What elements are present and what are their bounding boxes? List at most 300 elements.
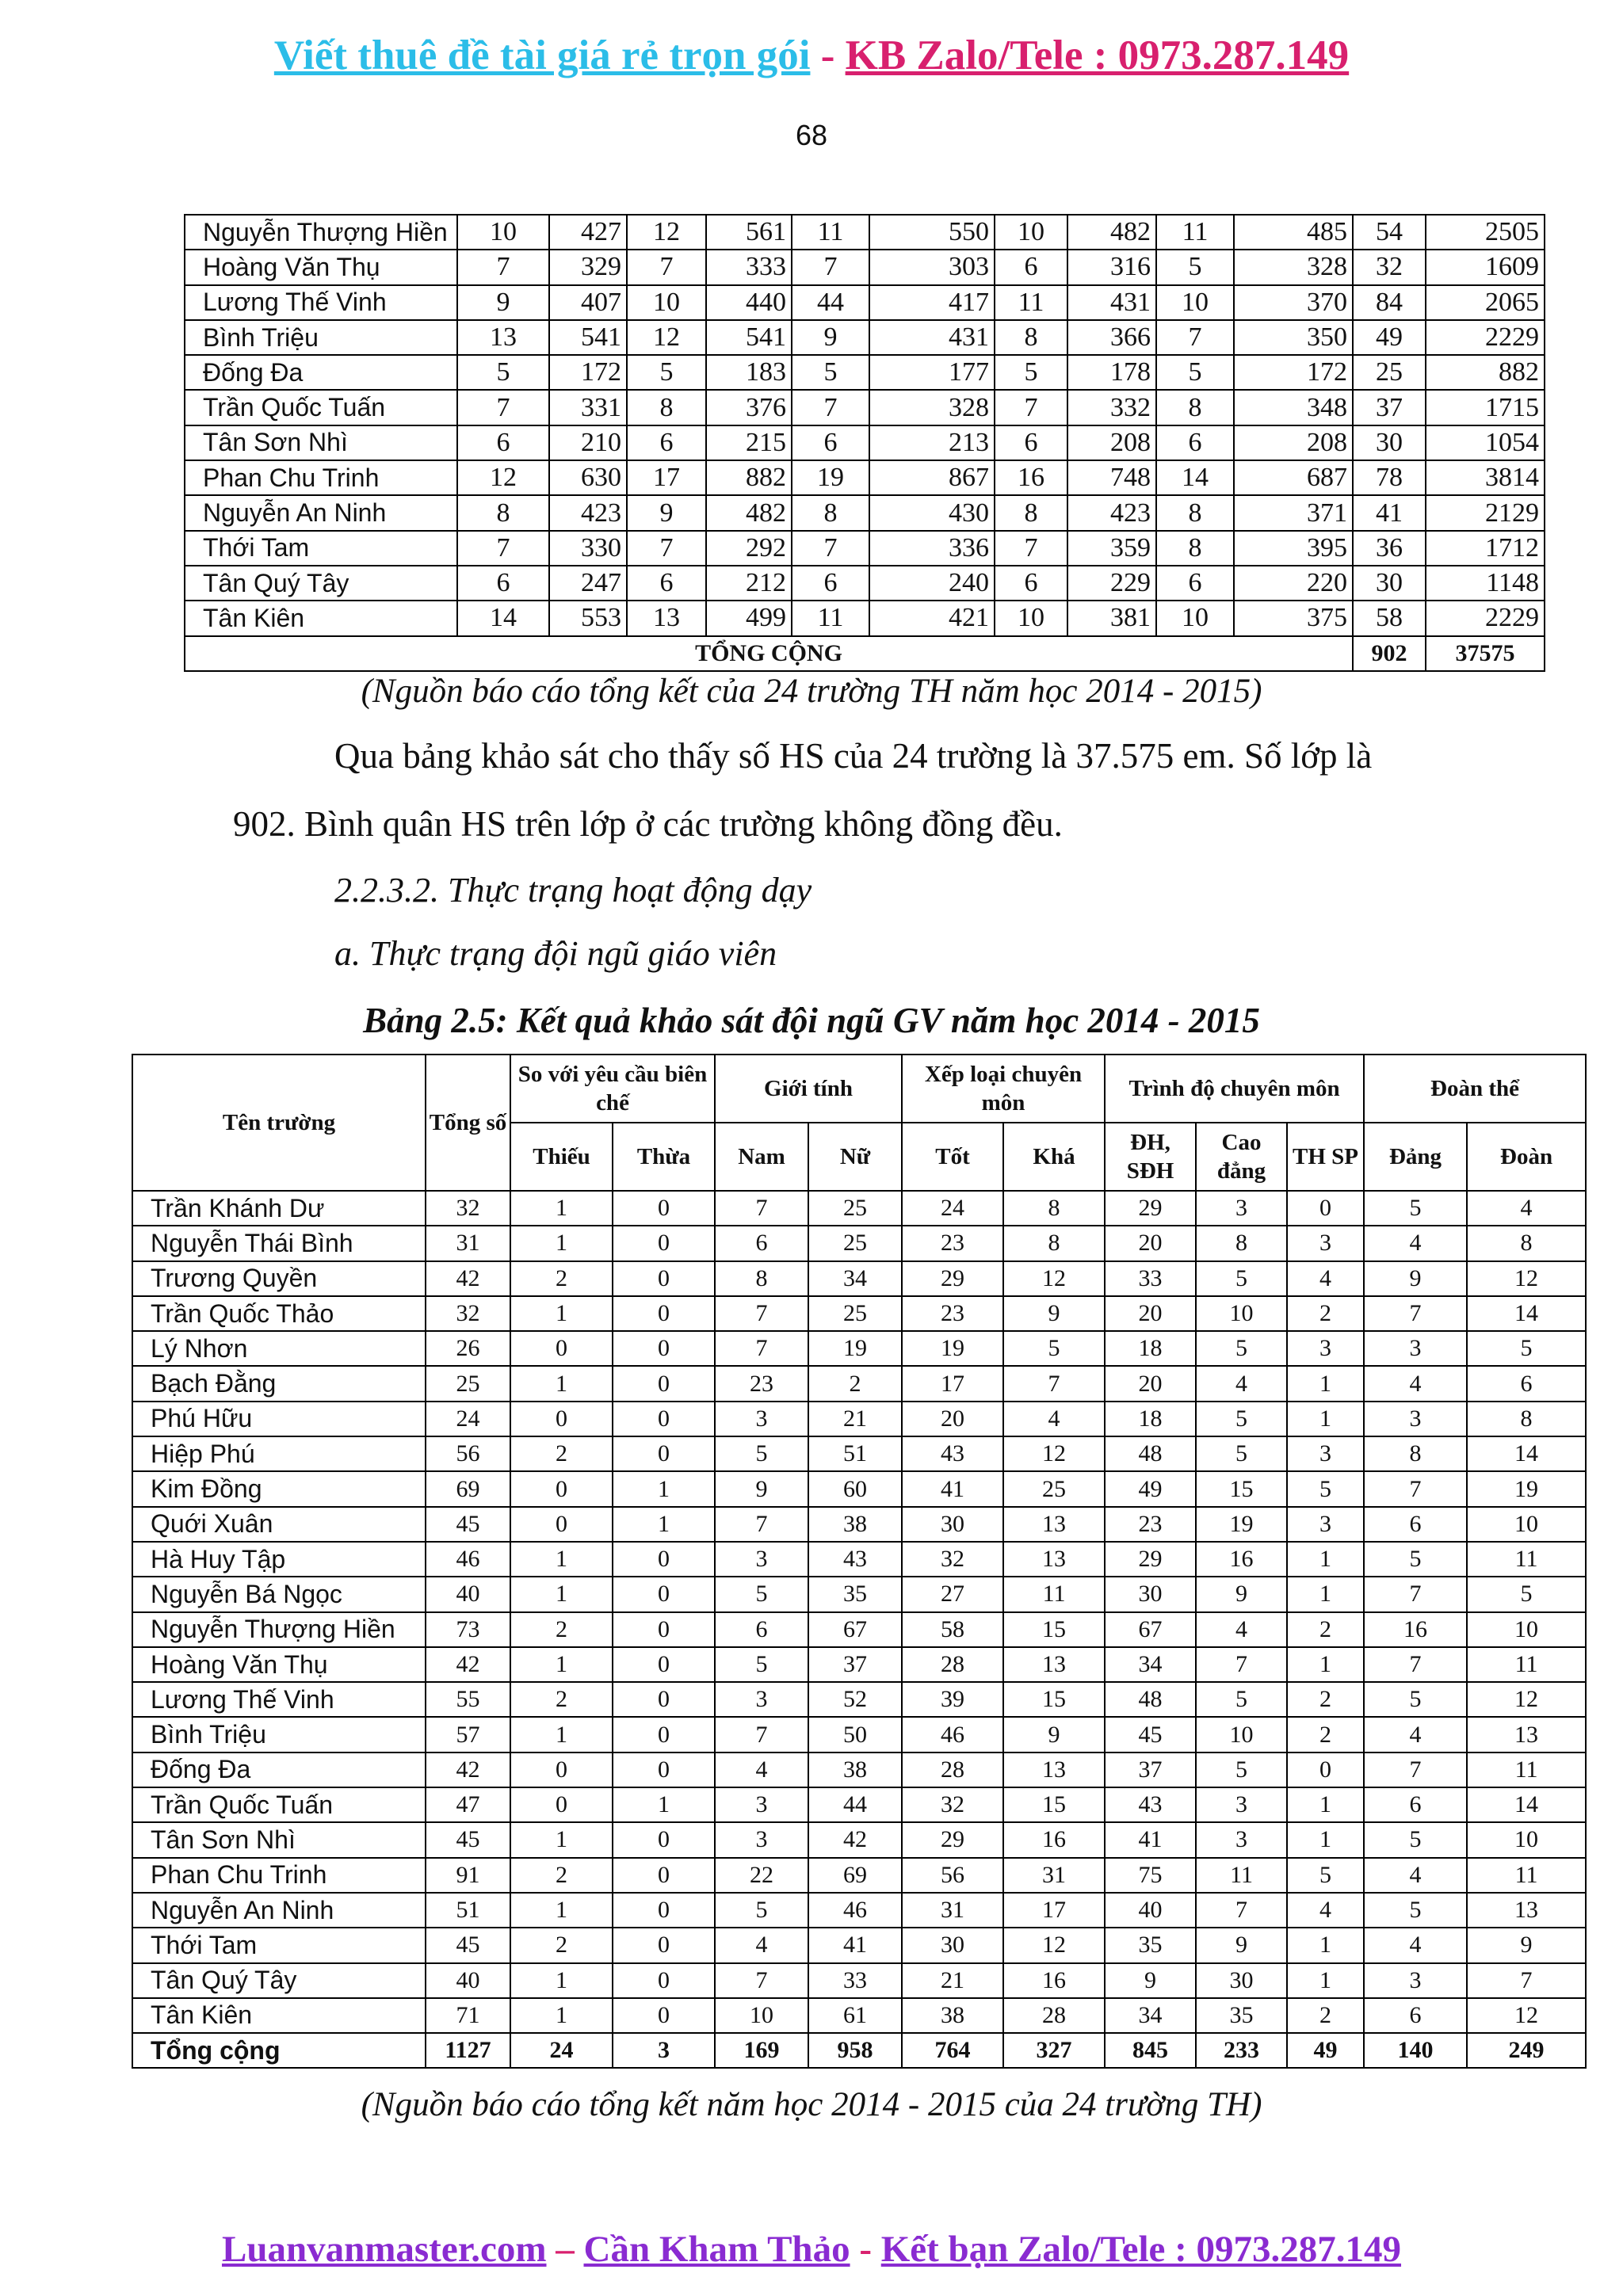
- table-cell: 4: [1467, 1191, 1586, 1226]
- table-cell: 48: [1105, 1436, 1196, 1471]
- table-cell: 25: [1003, 1471, 1105, 1506]
- table-cell: 24: [902, 1191, 1003, 1226]
- table-row: [132, 1928, 1586, 1962]
- total-cell: 24: [510, 2033, 613, 2068]
- table-cell: 32: [1353, 250, 1426, 284]
- table-cell: 41: [1353, 495, 1426, 530]
- table-cell: 38: [808, 1753, 902, 1787]
- table-cell: 423: [549, 495, 627, 530]
- col-total: Tổng số: [426, 1055, 510, 1191]
- table-cell: 6: [995, 566, 1067, 601]
- table-cell: 376: [706, 390, 792, 425]
- table-cell: 2: [510, 1858, 613, 1893]
- page-header: [0, 32, 1623, 79]
- table-cell: 51: [426, 1893, 510, 1928]
- table-cell: 47: [426, 1787, 510, 1822]
- table-cell: 5: [715, 1647, 808, 1682]
- table-cell: 12: [1467, 1261, 1586, 1296]
- table-cell: 1: [613, 1471, 715, 1506]
- table-cell: 3: [1364, 1963, 1467, 1998]
- school-name-cell: Bình Triệu: [132, 1717, 426, 1752]
- table-cell: 45: [426, 1928, 510, 1962]
- table-cell: 2: [510, 1436, 613, 1471]
- table-cell: 7: [1364, 1471, 1467, 1506]
- table-cell: 23: [1105, 1507, 1196, 1542]
- table-cell: 56: [902, 1858, 1003, 1893]
- table-cell: 213: [869, 425, 995, 460]
- table-cell: 1: [613, 1787, 715, 1822]
- table-cell: 29: [1105, 1191, 1196, 1226]
- table-row: [132, 1647, 1586, 1682]
- table-cell: 3: [715, 1402, 808, 1436]
- table-cell: 421: [869, 601, 995, 635]
- table-cell: 7: [792, 531, 869, 566]
- table-cell: 1712: [1426, 531, 1545, 566]
- table-cell: 1: [510, 1296, 613, 1331]
- school-name-cell: Trần Quốc Thảo: [132, 1296, 426, 1331]
- table-cell: 11: [792, 601, 869, 635]
- col-school-name: Tên trường: [132, 1055, 426, 1191]
- table-cell: 2229: [1426, 320, 1545, 355]
- table-cell: 12: [627, 320, 706, 355]
- table-cell: 9: [1467, 1928, 1586, 1962]
- table-cell: 8: [1467, 1402, 1586, 1436]
- table-cell: 32: [902, 1787, 1003, 1822]
- school-name-cell: Hoàng Văn Thụ: [185, 250, 457, 284]
- table-cell: 1: [1287, 1647, 1364, 1682]
- table-cell: 40: [1105, 1893, 1196, 1928]
- table-cell: 12: [627, 215, 706, 250]
- table-cell: 5: [1196, 1331, 1287, 1366]
- table-cell: 4: [1364, 1366, 1467, 1401]
- table-cell: 431: [1067, 285, 1156, 320]
- school-name-cell: Nguyễn An Ninh: [132, 1893, 426, 1928]
- table-cell: 1: [1287, 1577, 1364, 1611]
- sub-header: Tốt: [902, 1123, 1003, 1191]
- footer-dash: –: [546, 2229, 584, 2270]
- table-row: [185, 215, 1545, 250]
- table-cell: 32: [426, 1296, 510, 1331]
- table-cell: 3814: [1426, 460, 1545, 495]
- table-cell: 14: [1156, 460, 1234, 495]
- table-cell: 14: [1467, 1296, 1586, 1331]
- table-cell: 7: [1467, 1963, 1586, 1998]
- table-row: [185, 390, 1545, 425]
- table-cell: 177: [869, 355, 995, 390]
- table-cell: 15: [1003, 1682, 1105, 1717]
- table-cell: 7: [1003, 1366, 1105, 1401]
- sub-header: Đoàn: [1467, 1123, 1586, 1191]
- sub-header: Thiếu: [510, 1123, 613, 1191]
- school-name-cell: Tân Kiên: [132, 1998, 426, 2033]
- table-cell: 215: [706, 425, 792, 460]
- table-cell: 19: [808, 1331, 902, 1366]
- table-cell: 37: [808, 1647, 902, 1682]
- table-cell: 25: [426, 1366, 510, 1401]
- table-cell: 24: [426, 1402, 510, 1436]
- table-cell: 9: [715, 1471, 808, 1506]
- table-cell: 1: [510, 1366, 613, 1401]
- table-cell: 0: [613, 1822, 715, 1857]
- table-cell: 4: [1364, 1928, 1467, 1962]
- header-link-right[interactable]: KB Zalo/Tele : 0973.287.149: [845, 32, 1350, 78]
- table-cell: 7: [1364, 1647, 1467, 1682]
- table-cell: 5: [457, 355, 549, 390]
- table-cell: 5: [1003, 1331, 1105, 1366]
- table-cell: 33: [808, 1963, 902, 1998]
- table-cell: 2: [808, 1366, 902, 1401]
- table-cell: 6: [1156, 425, 1234, 460]
- table-cell: 12: [1467, 1682, 1586, 1717]
- table-cell: 867: [869, 460, 995, 495]
- table-cell: 6: [792, 566, 869, 601]
- table-cell: 6: [715, 1612, 808, 1647]
- table-cell: 9: [457, 285, 549, 320]
- table-cell: 8: [1156, 390, 1234, 425]
- table-cell: 220: [1234, 566, 1353, 601]
- table-cell: 25: [1353, 355, 1426, 390]
- table-cell: 6: [1364, 1507, 1467, 1542]
- table-cell: 3: [715, 1682, 808, 1717]
- footer-name-link[interactable]: Cần Kham Thảo: [583, 2229, 850, 2270]
- table-cell: 50: [808, 1717, 902, 1752]
- table-cell: 13: [1467, 1893, 1586, 1928]
- table-cell: 330: [549, 531, 627, 566]
- table-cell: 9: [1364, 1261, 1467, 1296]
- sub-header: Cao đẳng: [1196, 1123, 1287, 1191]
- table-cell: 9: [1196, 1928, 1287, 1962]
- table-cell: 45: [426, 1507, 510, 1542]
- table-cell: 17: [902, 1366, 1003, 1401]
- table-cell: 8: [792, 495, 869, 530]
- total-label: Tổng cộng: [132, 2033, 426, 2068]
- table-cell: 0: [613, 1331, 715, 1366]
- table-cell: 5: [1364, 1542, 1467, 1577]
- table-cell: 5: [1467, 1577, 1586, 1611]
- table-cell: 0: [1287, 1753, 1364, 1787]
- table-cell: 58: [902, 1612, 1003, 1647]
- table-row: [132, 1366, 1586, 1401]
- table-cell: 178: [1067, 355, 1156, 390]
- table-cell: 46: [902, 1717, 1003, 1752]
- table-cell: 348: [1234, 390, 1353, 425]
- table-cell: 7: [715, 1296, 808, 1331]
- table-cell: 6: [1364, 1998, 1467, 2033]
- table-cell: 561: [706, 215, 792, 250]
- table-cell: 61: [808, 1998, 902, 2033]
- table-row: [132, 1893, 1586, 1928]
- table-row: [185, 566, 1545, 601]
- table-cell: 9: [1196, 1577, 1287, 1611]
- total-cell: 958: [808, 2033, 902, 2068]
- school-name-cell: Tân Sơn Nhì: [185, 425, 457, 460]
- table-cell: 1: [510, 1998, 613, 2033]
- table-cell: 316: [1067, 250, 1156, 284]
- table-cell: 331: [549, 390, 627, 425]
- table-cell: 0: [613, 1928, 715, 1962]
- table-cell: 5: [1196, 1402, 1287, 1436]
- sub-header: TH SP: [1287, 1123, 1364, 1191]
- table-cell: 8: [1364, 1436, 1467, 1471]
- table-cell: 4: [1364, 1717, 1467, 1752]
- table-cell: 17: [627, 460, 706, 495]
- table-cell: 14: [1467, 1787, 1586, 1822]
- table-cell: 8: [1467, 1226, 1586, 1261]
- school-name-cell: Nguyễn Bá Ngọc: [132, 1577, 426, 1611]
- footer-contact-link[interactable]: Kết bạn Zalo/Tele : 0973.287.149: [880, 2229, 1402, 2270]
- table-cell: 1: [510, 1191, 613, 1226]
- table-cell: 6: [995, 250, 1067, 284]
- table-row: [132, 1998, 1586, 2033]
- group-union: Đoàn thể: [1364, 1055, 1586, 1123]
- table-cell: 7: [715, 1717, 808, 1752]
- table-cell: 2: [1287, 1998, 1364, 2033]
- table-cell: 359: [1067, 531, 1156, 566]
- table-cell: 0: [613, 1191, 715, 1226]
- table-cell: 1: [1287, 1366, 1364, 1401]
- table-cell: 1148: [1426, 566, 1545, 601]
- table-cell: 5: [715, 1436, 808, 1471]
- table-cell: 44: [792, 285, 869, 320]
- table-cell: 7: [792, 250, 869, 284]
- table-cell: 328: [1234, 250, 1353, 284]
- table1-source: (Nguồn báo cáo tổng kết của 24 trường TH năm học 2014 - 2015): [361, 673, 1262, 710]
- table-cell: 21: [902, 1963, 1003, 1998]
- school-name-cell: Quới Xuân: [132, 1507, 426, 1542]
- table-cell: 1: [510, 1542, 613, 1577]
- table-cell: 7: [1156, 320, 1234, 355]
- table-cell: 19: [902, 1331, 1003, 1366]
- table-cell: 40: [426, 1963, 510, 1998]
- table-cell: 427: [549, 215, 627, 250]
- table-cell: 15: [1003, 1612, 1105, 1647]
- table-cell: 41: [808, 1928, 902, 1962]
- table-cell: 7: [715, 1331, 808, 1366]
- table-cell: 1: [1287, 1822, 1364, 1857]
- table-cell: 13: [1003, 1753, 1105, 1787]
- table-cell: 2: [510, 1612, 613, 1647]
- table-cell: 67: [1105, 1612, 1196, 1647]
- table-cell: 172: [1234, 355, 1353, 390]
- table-cell: 33: [1105, 1261, 1196, 1296]
- table-row: [185, 355, 1545, 390]
- table-cell: 3: [1364, 1331, 1467, 1366]
- table-cell: 45: [426, 1822, 510, 1857]
- table-cell: 482: [706, 495, 792, 530]
- table-cell: 550: [869, 215, 995, 250]
- table-cell: 11: [1467, 1858, 1586, 1893]
- table-cell: 240: [869, 566, 995, 601]
- table-cell: 11: [995, 285, 1067, 320]
- table-cell: 0: [613, 1296, 715, 1331]
- table-cell: 541: [706, 320, 792, 355]
- table-cell: 2129: [1426, 495, 1545, 530]
- total-cell: 1127: [426, 2033, 510, 2068]
- table-cell: 5: [1196, 1682, 1287, 1717]
- table-cell: 73: [426, 1612, 510, 1647]
- table-row: [132, 1296, 1586, 1331]
- table-row: [132, 1682, 1586, 1717]
- table-cell: 8: [1003, 1226, 1105, 1261]
- table-cell: 329: [549, 250, 627, 284]
- total-label: TỔNG CỘNG: [185, 636, 1353, 671]
- table-row: [132, 1858, 1586, 1893]
- table-cell: 6: [1467, 1366, 1586, 1401]
- table-cell: 41: [902, 1471, 1003, 1506]
- school-name-cell: Thới Tam: [185, 531, 457, 566]
- table-cell: 19: [792, 460, 869, 495]
- table-cell: 431: [869, 320, 995, 355]
- table-cell: 1: [510, 1717, 613, 1752]
- table-cell: 14: [1467, 1436, 1586, 1471]
- table-cell: 5: [1156, 355, 1234, 390]
- school-name-cell: Tân Quý Tây: [132, 1963, 426, 1998]
- table-cell: 41: [1105, 1822, 1196, 1857]
- table-cell: 0: [510, 1507, 613, 1542]
- table-cell: 11: [1003, 1577, 1105, 1611]
- table-cell: 7: [1364, 1577, 1467, 1611]
- table-cell: 8: [627, 390, 706, 425]
- school-name-cell: Đống Đa: [185, 355, 457, 390]
- table-cell: 0: [510, 1402, 613, 1436]
- table-total-row: [185, 636, 1545, 671]
- table-cell: 2: [1287, 1717, 1364, 1752]
- table-row: [185, 495, 1545, 530]
- table-cell: 5: [1287, 1858, 1364, 1893]
- table-cell: 5: [1156, 250, 1234, 284]
- table-cell: 7: [715, 1191, 808, 1226]
- table-cell: 229: [1067, 566, 1156, 601]
- table-cell: 20: [1105, 1366, 1196, 1401]
- table-cell: 13: [1003, 1647, 1105, 1682]
- table-cell: 30: [1105, 1577, 1196, 1611]
- table-cell: 5: [1287, 1471, 1364, 1506]
- table-cell: 333: [706, 250, 792, 284]
- table-cell: 0: [613, 1226, 715, 1261]
- table-cell: 630: [549, 460, 627, 495]
- table-cell: 1: [1287, 1402, 1364, 1436]
- table-cell: 210: [549, 425, 627, 460]
- table-cell: 12: [457, 460, 549, 495]
- total-cell: 140: [1364, 2033, 1467, 2068]
- table-cell: 7: [627, 531, 706, 566]
- table-cell: 31: [426, 1226, 510, 1261]
- table-cell: 8: [1196, 1226, 1287, 1261]
- table-cell: 1609: [1426, 250, 1545, 284]
- table-cell: 16: [995, 460, 1067, 495]
- table-row: [132, 1331, 1586, 1366]
- table-cell: 7: [627, 250, 706, 284]
- table-cell: 407: [549, 285, 627, 320]
- table-row: [132, 1402, 1586, 1436]
- table-cell: 42: [426, 1261, 510, 1296]
- table-cell: 29: [1105, 1542, 1196, 1577]
- table-cell: 16: [1364, 1612, 1467, 1647]
- table-cell: 395: [1234, 531, 1353, 566]
- table-cell: 6: [627, 425, 706, 460]
- table-cell: 1: [510, 1577, 613, 1611]
- table-cell: 10: [457, 215, 549, 250]
- table-cell: 0: [613, 1682, 715, 1717]
- table-cell: 39: [902, 1682, 1003, 1717]
- subsection-heading: a. Thực trạng đội ngũ giáo viên: [334, 934, 777, 973]
- table-cell: 2: [510, 1928, 613, 1962]
- table-cell: 15: [1003, 1787, 1105, 1822]
- table-row: [132, 1542, 1586, 1577]
- table-cell: 20: [1105, 1296, 1196, 1331]
- footer-site-link[interactable]: Luanvanmaster.com: [221, 2229, 547, 2270]
- table-cell: 67: [808, 1612, 902, 1647]
- table-cell: 75: [1105, 1858, 1196, 1893]
- table-cell: 10: [627, 285, 706, 320]
- table-row: [132, 1717, 1586, 1752]
- table-cell: 30: [902, 1507, 1003, 1542]
- school-name-cell: Thới Tam: [132, 1928, 426, 1962]
- school-name-cell: Hà Huy Tập: [132, 1542, 426, 1577]
- table-row: [132, 1753, 1586, 1787]
- total-cell: 169: [715, 2033, 808, 2068]
- school-name-cell: Bình Triệu: [185, 320, 457, 355]
- school-name-cell: Tân Quý Tây: [185, 566, 457, 601]
- school-name-cell: Lương Thế Vinh: [132, 1682, 426, 1717]
- table-row: [132, 1787, 1586, 1822]
- table-cell: 9: [1003, 1296, 1105, 1331]
- table-cell: 8: [1003, 1191, 1105, 1226]
- table-cell: 0: [613, 1366, 715, 1401]
- table-cell: 10: [715, 1998, 808, 2033]
- table-cell: 16: [1196, 1542, 1287, 1577]
- table-cell: 4: [1364, 1858, 1467, 1893]
- table-cell: 52: [808, 1682, 902, 1717]
- group-staffing: So với yêu cầu biên chế: [510, 1055, 715, 1123]
- table-cell: 30: [1196, 1963, 1287, 1998]
- table-cell: 7: [457, 531, 549, 566]
- table-cell: 35: [808, 1577, 902, 1611]
- school-name-cell: Đống Đa: [132, 1753, 426, 1787]
- table-cell: 34: [1105, 1998, 1196, 2033]
- table-cell: 12: [1003, 1261, 1105, 1296]
- table-cell: 51: [808, 1436, 902, 1471]
- table-cell: 1054: [1426, 425, 1545, 460]
- table-cell: 25: [808, 1191, 902, 1226]
- table-cell: 2: [510, 1261, 613, 1296]
- table-cell: 60: [808, 1471, 902, 1506]
- table-cell: 4: [1196, 1366, 1287, 1401]
- table-cell: 3: [1196, 1822, 1287, 1857]
- table-cell: 0: [613, 1963, 715, 1998]
- header-link-left[interactable]: Viết thuê đề tài giá rẻ trọn gói: [273, 32, 811, 78]
- table-cell: 10: [1156, 601, 1234, 635]
- table-cell: 13: [1003, 1542, 1105, 1577]
- total-cell: 327: [1003, 2033, 1105, 2068]
- table-cell: 370: [1234, 285, 1353, 320]
- table-cell: 5: [1364, 1682, 1467, 1717]
- table-cell: 23: [902, 1226, 1003, 1261]
- total-cell: 49: [1287, 2033, 1364, 2068]
- table-cell: 42: [808, 1822, 902, 1857]
- table-cell: 46: [808, 1893, 902, 1928]
- table-cell: 417: [869, 285, 995, 320]
- school-name-cell: Trần Khánh Dư: [132, 1191, 426, 1226]
- table-cell: 2: [510, 1682, 613, 1717]
- table-cell: 7: [995, 531, 1067, 566]
- table-cell: 350: [1234, 320, 1353, 355]
- table-cell: 34: [1105, 1647, 1196, 1682]
- school-name-cell: Tân Kiên: [185, 601, 457, 635]
- table-cell: 3: [1196, 1191, 1287, 1226]
- table-row: [132, 1612, 1586, 1647]
- table-cell: 10: [1196, 1717, 1287, 1752]
